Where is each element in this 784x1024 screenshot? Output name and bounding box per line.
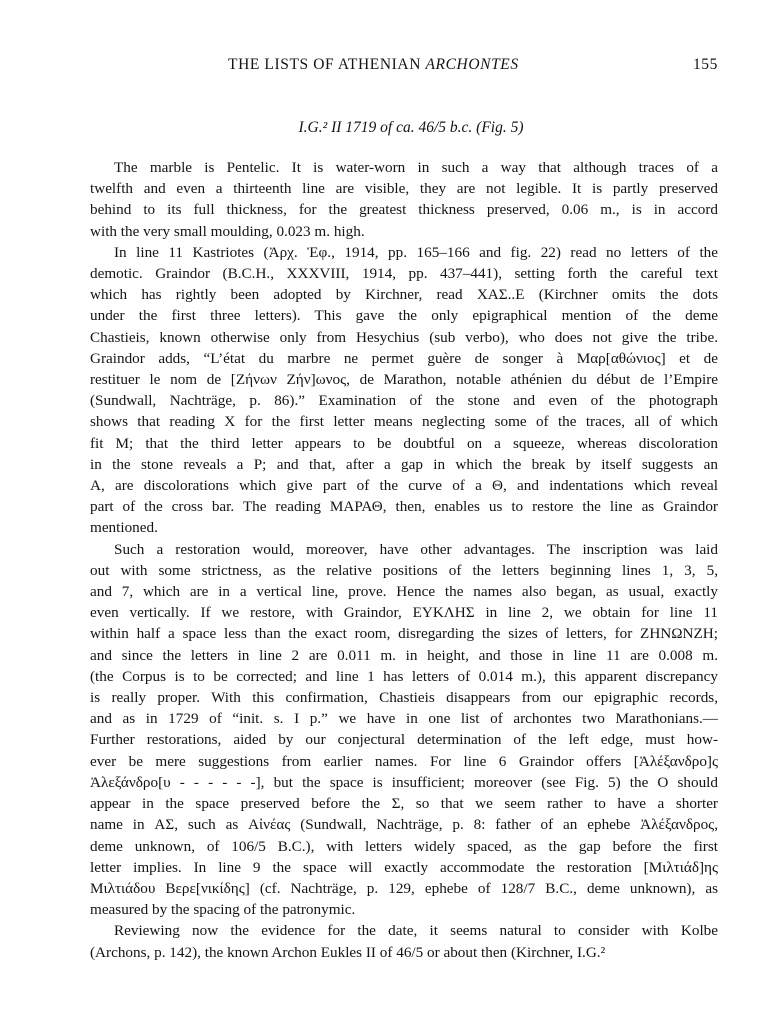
- text-line: (the Corpus is to be corrected; and line 1 has letters of 0.014 m.), this apparent discrepancy: [90, 667, 718, 685]
- book-page: [90, 52, 718, 963]
- text-line: behind to its full thickness, for the greatest thickness preserved, 0.06 m., is in accord: [90, 201, 718, 219]
- running-head-title-italic: ARCHONTES: [425, 56, 519, 73]
- text-line: Μιλτιάδου Βερε[νικίδης] (cf. Nachträge, p. 129, ephebe of 128/7 B.C., deme unknown), as: [90, 879, 718, 897]
- text-line: Ἀλεξάνδρο[υ - - - - - -], but the space is insufficient; moreover (see Fig. 5) the Ο should: [90, 773, 718, 791]
- page-number: 155: [692, 56, 718, 73]
- text-line: letter implies. In line 9 the space will exactly accommodate the restoration [Μιλτιάδ]ης: [90, 858, 718, 876]
- text-line: name in ΑΣ, such as Αἰνέας (Sundwall, Nachträge, p. 8: father of an ephebe Ἀλέξανδρος,: [90, 816, 718, 834]
- text-line: twelfth and even a thirteenth line are visible, they are not legible. It is partly preserved: [90, 180, 718, 198]
- text-line: ever be mere suggestions from earlier names. For line 6 Graindor offers [Ἀλέξανδρο]ς: [90, 752, 718, 770]
- text-line: within half a space less than the exact room, disregarding the sizes of letters, for ΖΗΝΩΝΖΗ;: [90, 625, 718, 643]
- text-line: appear in the space preserved before the Σ, so that we seem rather to have a shorter: [90, 795, 718, 813]
- text-line: under the first three letters). This gave the only epigraphical mention of the deme: [90, 307, 718, 325]
- text-line: shows that reading Χ for the first letter means neglecting some of the traces, all of which: [90, 413, 718, 431]
- text-line: in the stone reveals a Ρ; and that, after a gap in which the break by itself suggests an: [90, 455, 718, 473]
- running-head: [90, 52, 718, 76]
- text-line: Α, are discolorations which give part of the curve of a Θ, and indentations which reveal: [90, 477, 718, 495]
- text-line: Further restorations, aided by our conjectural determination of the left edge, must how-: [90, 731, 718, 749]
- text-line: fit Μ; that the third letter appears to be doubtful on a squeeze, whereas discoloration: [90, 434, 718, 452]
- section-heading-text: I.G.² II 1719 of ca. 46/5 b.c. (Fig. 5): [298, 119, 524, 136]
- paragraph: [90, 920, 718, 962]
- text-line: which has rightly been adopted by Kirchner, read ΧΑΣ..Ε (Kirchner omits the dots: [90, 286, 718, 304]
- text-line: In line 11 Kastriotes (Ἀρχ. Ἐφ., 1914, pp. 165–166 and fig. 22) read no letters of the: [114, 243, 718, 261]
- text-line: restituer le nom de [Ζήνων Ζήν]ωνος, de Marathon, notable athénien du début de l’Empire: [90, 371, 718, 389]
- text-line: and since the letters in line 2 are 0.011 m. in height, and those in line 11 are 0.008 m.: [90, 646, 718, 664]
- text-line: Such a restoration would, moreover, have other advantages. The inscription was laid: [114, 540, 718, 558]
- paragraph: [90, 242, 718, 539]
- section-heading: [90, 119, 718, 137]
- text-line: and as in 1729 of “init. s. I p.” we have in one list of archontes two Marathonians.—: [90, 710, 718, 728]
- text-line: demotic. Graindor (B.C.H., XXXVIII, 1914, pp. 437–441), setting forth the careful text: [90, 265, 718, 283]
- text-line: measured by the spacing of the patronymic.: [90, 901, 356, 919]
- text-line: with the very small moulding, 0.023 m. high.: [90, 222, 365, 240]
- paragraph: [90, 157, 718, 242]
- text-line: even vertically. If we restore, with Graindor, ΕΥΚΛΗΣ in line 2, we obtain for line 11: [90, 604, 718, 622]
- text-line: Graindor adds, “L’état du marbre ne permet guère de songer à Μαρ[αθώνιος] et de: [90, 349, 718, 367]
- running-head-title-prefix: THE LISTS OF ATHENIAN: [228, 56, 426, 73]
- text-line: deme unknown, of 106/5 B.C.), with letters widely spaced, as the gap before the first: [90, 837, 718, 855]
- running-head-title: [228, 56, 519, 74]
- text-line: mentioned.: [90, 519, 158, 537]
- text-line: The marble is Pentelic. It is water-worn in such a way that although traces of a: [114, 159, 718, 176]
- text-line: part of the cross bar. The reading ΜΑΡΑΘ, then, enables us to restore the line as Graindor: [90, 498, 718, 516]
- text-line: and 7, which are in a vertical line, prove. Hence the names also began, as usual, exactly: [90, 583, 718, 601]
- text-line: (Sundwall, Nachträge, p. 86).” Examination of the stone and even of the photograph: [90, 392, 718, 410]
- paragraph: [90, 539, 718, 921]
- text-line: out with some strictness, as the relative positions of the letters beginning lines 1, 3, 5,: [90, 561, 718, 579]
- text-line: Chastieis, known otherwise only from Hesychius (sub verbo), who does not give the tribe.: [90, 328, 718, 346]
- text-line: (Archons, p. 142), the known Archon Eukles II of 46/5 or about then (Kirchner, I.G.²: [90, 943, 606, 961]
- body-text: [90, 157, 718, 963]
- text-line: is really proper. With this confirmation, Chastieis disappears from our epigraphic records,: [90, 689, 718, 707]
- text-line: Reviewing now the evidence for the date, it seems natural to consider with Kolbe: [114, 922, 718, 940]
